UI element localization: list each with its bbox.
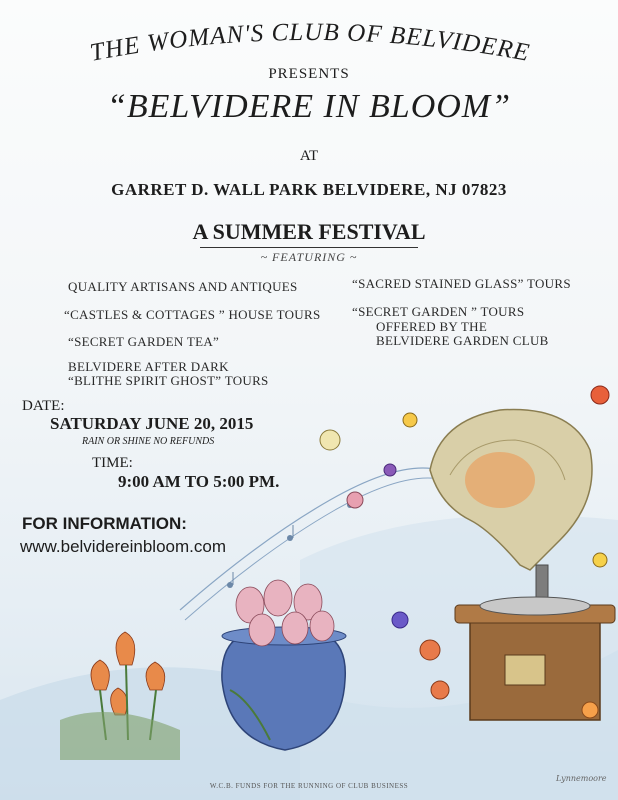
feature-item: BELVIDERE AFTER DARK bbox=[68, 359, 229, 374]
date-label: DATE: bbox=[22, 398, 65, 414]
at-label: AT bbox=[299, 148, 319, 164]
feature-item: BELVIDERE GARDEN CLUB bbox=[376, 333, 549, 348]
presents-label: PRESENTS bbox=[268, 66, 350, 82]
feature-item: “SECRET GARDEN ” TOURS bbox=[352, 304, 525, 319]
festival-heading: A SUMMER FESTIVAL bbox=[192, 219, 426, 244]
time-value: 9:00 AM TO 5:00 PM. bbox=[118, 472, 280, 491]
svg-text:THE WOMAN'S CLUB OF BELVIDERE bbox=[88, 19, 532, 67]
event-title: “BELVIDERE IN BLOOM” bbox=[106, 88, 512, 125]
date-value: SATURDAY JUNE 20, 2015 bbox=[50, 414, 254, 433]
feature-item: “BLITHE SPIRIT GHOST” TOURS bbox=[68, 373, 269, 388]
artist-signature: Lynnemoore bbox=[556, 774, 607, 783]
website-link[interactable]: www.belvidereinbloom.com bbox=[20, 537, 226, 556]
featuring-label: ~ FEATURING ~ bbox=[260, 250, 358, 264]
time-label: TIME: bbox=[92, 455, 133, 471]
date-note: RAIN OR SHINE NO REFUNDS bbox=[82, 436, 215, 447]
feature-item: “SACRED STAINED GLASS” TOURS bbox=[352, 276, 571, 291]
feature-item: OFFERED BY THE bbox=[376, 319, 488, 334]
club-name: THE WOMAN'S CLUB OF BELVIDERE bbox=[87, 18, 533, 67]
footer-note: W.C.B. FUNDS FOR THE RUNNING OF CLUB BUSINESS bbox=[209, 782, 409, 790]
info-label: FOR INFORMATION: bbox=[22, 514, 187, 533]
feature-item: “SECRET GARDEN TEA” bbox=[68, 334, 220, 349]
feature-item: QUALITY ARTISANS AND ANTIQUES bbox=[68, 279, 298, 294]
location-text: GARRET D. WALL PARK BELVIDERE, NJ 07823 bbox=[111, 180, 507, 199]
feature-item: “CASTLES & COTTAGES ” HOUSE TOURS bbox=[64, 307, 321, 322]
festival-underline bbox=[200, 247, 418, 248]
